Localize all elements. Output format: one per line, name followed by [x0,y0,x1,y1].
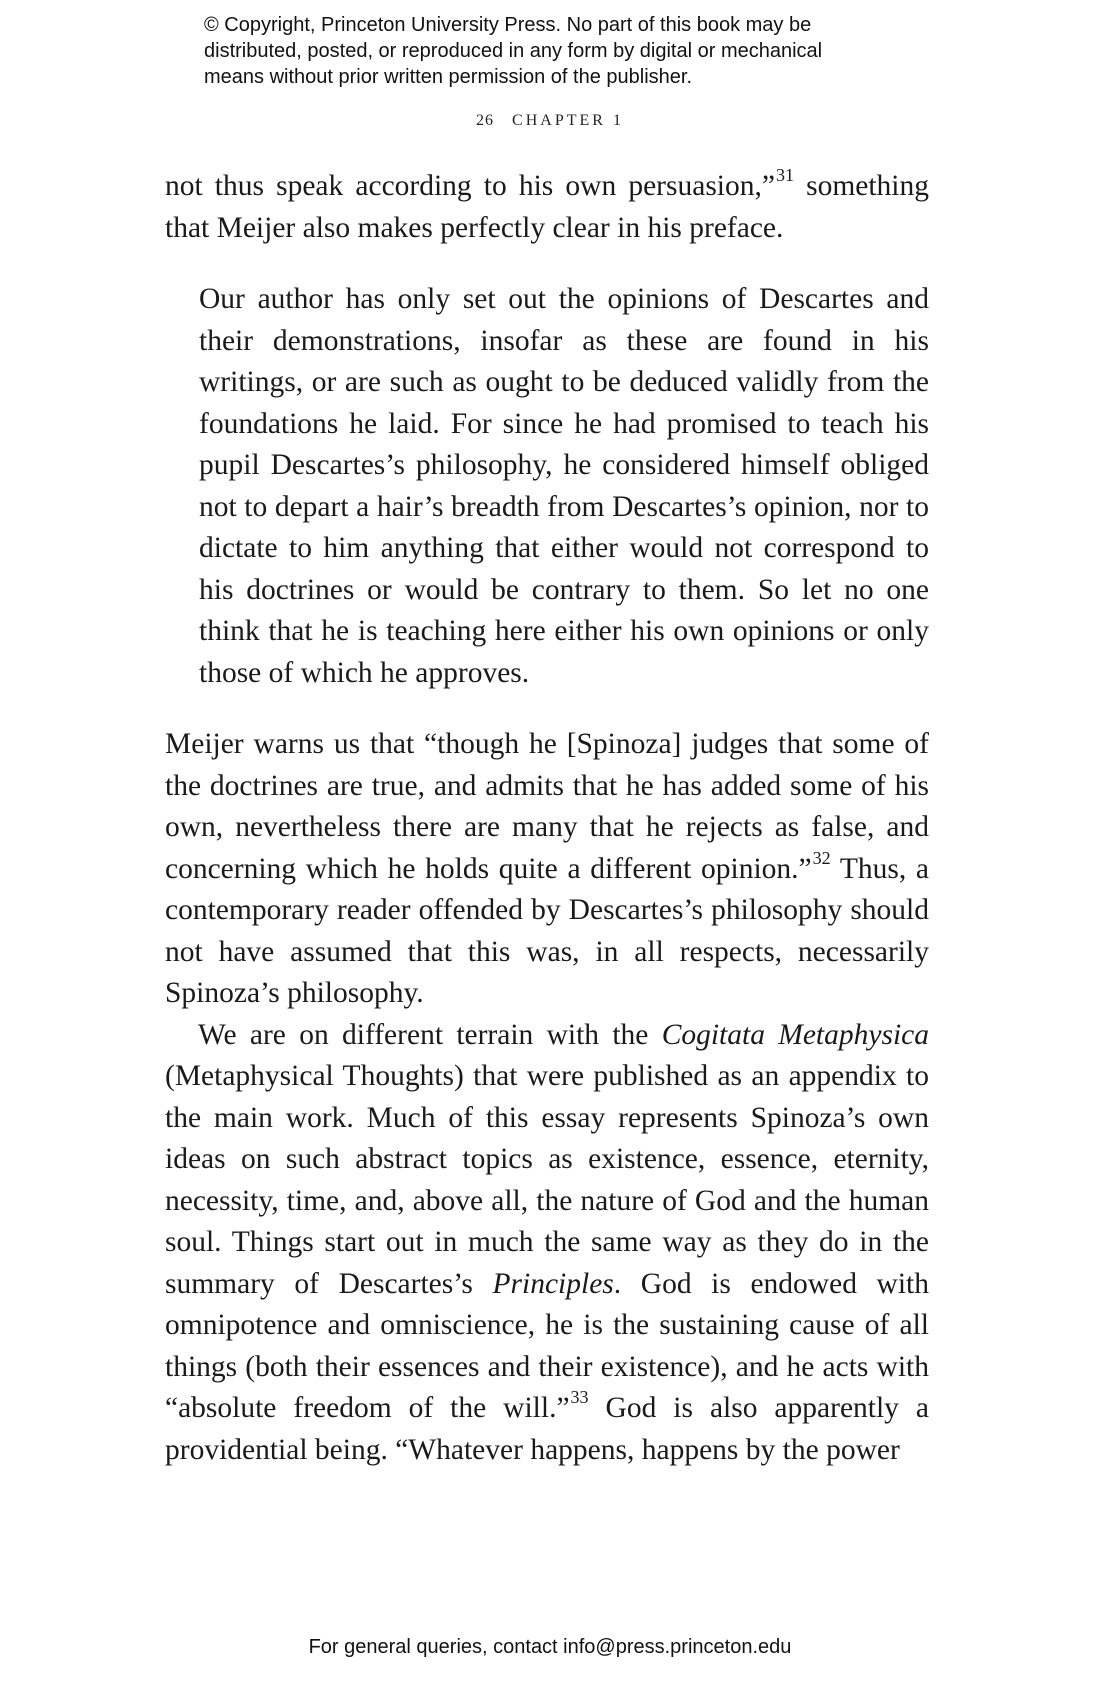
running-head [0,112,1100,130]
footnote-ref-31[interactable]: 31 [775,165,794,186]
paragraph-3-text-c: . God is endowed with omnipotence and omniscience, he is the sustaining cause of all things (both their essences and their existence), and he acts with “absolute freedom of the will.” [165,1267,929,1424]
paragraph-continued [165,166,929,249]
copyright-line-3: means without prior written permission of the publisher. [204,66,693,88]
copyright-notice [204,12,944,90]
paragraph-2 [165,724,929,1015]
copyright-line-1: © Copyright, Princeton University Press. No part of this book may be [204,14,812,36]
paragraph-3 [165,1015,929,1472]
page-number: 26 [476,112,495,129]
footnote-ref-33[interactable]: 33 [570,1387,589,1408]
paragraph-1-text-2: something that Meijer also makes perfectly clear in his preface. [165,170,929,244]
chapter-label: CHAPTER 1 [512,112,624,129]
paragraph-3-text-d: God is also apparently a providential being. “Whatever happens, happens by the power [165,1392,929,1466]
block-quote: Our author has only set out the opinions of Descartes and their demonstrations, insofar as these are found in his writings, or are such as ought to be deduced validly from the foundations he laid. For since he had promised to teach his pupil Descartes’s philosophy, he considered himself obliged not to depart a hair’s breadth from Descartes’s opinion, nor to dictate to him anything that either would not correspond to his doctrines or would be contrary to them. So let no one think that he is teaching here either his own opinions or only those of which he approves. [199,283,929,689]
paragraph-1-text: not thus speak according to his own persuasion,” [165,170,775,202]
paragraph-3-text-a: We are on different terrain with the [198,1018,662,1051]
copyright-line-2: distributed, posted, or reproduced in any form by digital or mechanical [204,40,823,62]
paragraph-2-text: Meijer warns us that “though he [Spinoza] judges that some of the doctrines are true, and admits that he has added some of his own, nevertheless there are many that he rejects as false, and concerning which he holds quite a different opinion.” [165,728,929,885]
body-text [165,166,929,1471]
paragraph-3-text-b: (Metaphysical Thoughts) that were published as an appendix to the main work. Much of this essay represents Spinoza’s own ideas on such abstract topics as existence, essence, eternity, necessity, time, and, above all, the nature of God and the human soul. Things start out in much the same way as they do in the summary of Descartes’s [165,1060,929,1300]
title-principles: Principles [492,1267,614,1300]
title-cogitata-metaphysica: Cogitata Metaphysica [661,1018,929,1051]
footer-contact: For general queries, contact info@press.princeton.edu [308,1636,792,1658]
paragraph-2-text-2: Thus, a contemporary reader offended by Descartes’s philosophy should not have assumed that this was, in all respects, necessarily Spinoza’s philosophy. [165,852,930,1009]
footnote-ref-32[interactable]: 32 [812,847,831,868]
